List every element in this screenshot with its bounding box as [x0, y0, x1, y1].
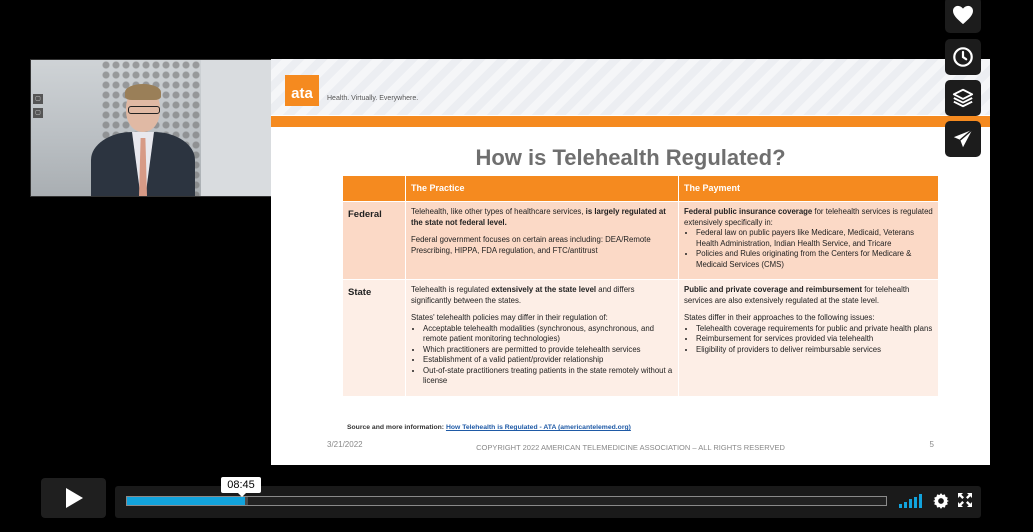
state-practice-p1: [411, 285, 673, 306]
state-practice-text: Telehealth is regulated: [411, 285, 492, 295]
federal-payment-intro: [684, 207, 933, 228]
volume-bar-4: [914, 497, 917, 508]
source-label: Source and more information:: [347, 424, 446, 431]
slide-tagline: Health. Virtually. Everywhere.: [327, 95, 419, 102]
gear-icon: [932, 492, 950, 510]
source-line: [347, 424, 631, 431]
state-payment-emphasis: Public and private coverage and reimbursement: [684, 285, 863, 295]
presenter-glasses: [128, 106, 160, 114]
state-practice-text-post: and differs significantly between the states.: [411, 285, 635, 305]
state-practice-cell: [406, 280, 679, 396]
watch-later-button[interactable]: [945, 39, 981, 75]
volume-bar-1: [899, 504, 902, 508]
ata-logo: ata: [285, 75, 319, 106]
webcam-resize-button[interactable]: ▢: [33, 108, 43, 118]
state-practice-p2: States' telehealth policies may differ in their regulation of:: [411, 313, 608, 323]
presentation-slide: [271, 59, 990, 465]
list-item: • Out-of-state practitioners treating patients in the state remotely without a license: [423, 366, 673, 387]
paper-plane-icon: [952, 128, 974, 150]
regulation-table: [343, 176, 939, 396]
list-item: • Reimbursement for services provided via telehealth: [696, 334, 933, 345]
state-payment-list: [684, 324, 933, 356]
volume-control[interactable]: [899, 494, 923, 508]
volume-bar-5: [919, 494, 922, 508]
state-payment-text: for telehealth services are also extensively regulated at the state level.: [684, 285, 910, 305]
slide-page-number: 5: [929, 440, 934, 449]
slide-copyright: COPYRIGHT 2022 AMERICAN TELEMEDICINE ASSOCIATION – ALL RIGHTS RESERVED: [476, 443, 785, 452]
settings-button[interactable]: [932, 492, 950, 510]
federal-practice-cell: [406, 202, 679, 280]
share-button[interactable]: [945, 121, 981, 157]
list-item: • Acceptable telehealth modalities (synchronous, asynchronous, and remote patient monitoring technologies): [423, 324, 673, 345]
layers-icon: [952, 87, 974, 109]
like-button[interactable]: [945, 0, 981, 33]
table-header-blank: [343, 176, 406, 202]
clock-icon: [952, 46, 974, 68]
wall-panel: [201, 60, 271, 196]
progress-bar[interactable]: [126, 496, 887, 506]
slide-date: 3/21/2022: [327, 440, 363, 449]
state-practice-list: [411, 324, 673, 387]
volume-bar-3: [909, 499, 912, 508]
fullscreen-icon: [957, 492, 973, 508]
slide-title: How is Telehealth Regulated?: [475, 145, 786, 170]
webcam-swap-button[interactable]: ▢: [33, 94, 43, 104]
table-header-payment: The Payment: [679, 176, 939, 202]
list-item: • Which practitioners are permitted to provide telehealth services: [423, 345, 673, 356]
table-row-federal: [343, 202, 939, 280]
list-item: • Establishment of a valid patient/provider relationship: [423, 355, 673, 366]
table-header-row: [343, 176, 939, 202]
webcam-feed: [30, 59, 272, 197]
federal-practice-p2: Federal government focuses on certain areas including: DEA/Remote Prescribing, HIPPA, FDA regulation, and FTC/antitrust: [411, 235, 651, 255]
table-header-practice: The Practice: [406, 176, 679, 202]
play-button[interactable]: [41, 478, 106, 518]
state-payment-p2: States differ in their approaches to the following issues:: [684, 313, 875, 323]
played-bar: [127, 497, 245, 505]
federal-payment-emphasis: Federal public insurance coverage: [684, 207, 813, 216]
state-payment-p1: [684, 285, 933, 306]
collections-button[interactable]: [945, 80, 981, 116]
list-item: • Policies and Rules originating from the Centers for Medicare & Medicaid Services (CMS): [696, 249, 933, 270]
row-label-state: State: [343, 280, 406, 396]
slide-header: [271, 59, 990, 115]
list-item: • Eligibility of providers to deliver reimbursable services: [696, 345, 933, 356]
row-label-federal: Federal: [343, 202, 406, 280]
current-time-tooltip: 08:45: [221, 477, 261, 493]
federal-payment-cell: [679, 202, 939, 280]
federal-practice-p1: [411, 207, 673, 228]
header-accent-bar: [271, 116, 990, 127]
state-practice-emphasis: extensively at the state level: [491, 285, 597, 295]
volume-bar-2: [904, 502, 907, 508]
table-row-state: [343, 280, 939, 396]
federal-practice-emphasis: is largely regulated at the state not federal level.: [411, 207, 666, 227]
heart-icon: [952, 5, 974, 25]
state-payment-cell: [679, 280, 939, 396]
federal-payment-text: for telehealth services is regulated extensively specifically in:: [684, 207, 933, 227]
source-link[interactable]: How Telehealth is Regulated - ATA (americantelemed.org): [445, 424, 631, 431]
list-item: • Federal law on public payers like Medicare, Medicaid, Veterans Health Administration, Indian Health Service, and Tricare: [696, 228, 933, 249]
fullscreen-button[interactable]: [957, 492, 975, 510]
play-icon: [64, 487, 84, 509]
federal-practice-text: Telehealth, like other types of healthcare services,: [411, 207, 586, 216]
presenter-hair: [125, 84, 161, 100]
federal-payment-list: [684, 228, 933, 270]
list-item: • Telehealth coverage requirements for public and private health plans: [696, 324, 933, 335]
